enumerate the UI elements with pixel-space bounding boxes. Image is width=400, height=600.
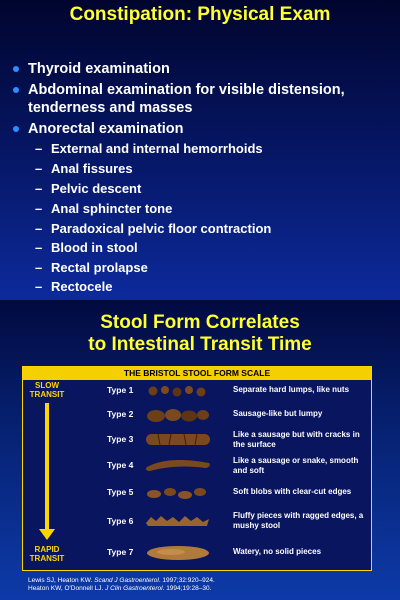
type-label: Type 7 xyxy=(107,547,134,557)
bullet-text: Abdominal examination for visible distension, tenderness and masses xyxy=(28,82,345,116)
dash-icon: – xyxy=(35,141,43,156)
stool-type-1-icon xyxy=(143,383,213,399)
dash-icon: – xyxy=(35,279,43,294)
subitem-text: Pelvic descent xyxy=(51,181,142,196)
stool-type-6-icon xyxy=(143,511,213,529)
dash-icon: – xyxy=(35,181,43,196)
bullet-text: Thyroid examination xyxy=(28,61,170,77)
type-description: Like a sausage or snake, smooth and soft xyxy=(233,456,359,475)
ref-journal: J Clin Gastroenterol xyxy=(105,585,163,592)
slide-stool-form xyxy=(0,300,400,600)
type-label: Type 3 xyxy=(107,434,134,444)
stool-type-3-icon xyxy=(143,430,213,448)
rapid-line-1: RAPID xyxy=(34,545,60,554)
type-description: Sausage-like but lumpy xyxy=(233,409,323,418)
bristol-scale-table xyxy=(22,366,372,571)
subitem-text: Anal fissures xyxy=(51,161,133,176)
references xyxy=(28,577,215,593)
type-description: Fluffy pieces with ragged edges, a mushy stool xyxy=(233,511,364,530)
type-description: Soft blobs with clear-cut edges xyxy=(233,487,352,496)
subitem-text: Anal sphincter tone xyxy=(51,201,173,216)
slide-title: Constipation: Physical Exam xyxy=(69,4,331,25)
type-description: Like a sausage but with cracks in the surface xyxy=(233,430,360,449)
title-line-1: Stool Form Correlates xyxy=(100,312,300,333)
stool-type-2-icon xyxy=(143,407,213,423)
bullet-text: Anorectal examination xyxy=(28,121,184,137)
type-description: Watery, no solid pieces xyxy=(233,547,322,556)
dash-icon: – xyxy=(35,161,43,176)
slow-line-2: TRANSIT xyxy=(29,390,65,399)
type-label: Type 6 xyxy=(107,516,134,526)
arrow-head-icon xyxy=(39,529,55,540)
stool-type-4-icon xyxy=(143,455,213,473)
ref-citation: . 1997;32:920–924. xyxy=(158,577,215,584)
rapid-transit-label xyxy=(23,545,71,563)
type-label: Type 2 xyxy=(107,409,134,419)
reference-2 xyxy=(28,585,215,593)
ref-authors: Lewis SJ, Heaton KW. xyxy=(28,577,95,584)
bullet-dot-icon xyxy=(13,66,19,72)
subitem-text: Rectocele xyxy=(51,279,113,294)
type-label: Type 4 xyxy=(107,460,134,470)
rapid-line-2: TRANSIT xyxy=(29,554,65,563)
subitem-text: Blood in stool xyxy=(51,240,138,255)
dash-icon: – xyxy=(35,201,43,216)
subitem-text: External and internal hemorrhoids xyxy=(51,141,263,156)
ref-authors: Heaton KW, O'Donnell LJ. xyxy=(28,585,106,592)
bullet-dot-icon xyxy=(13,87,19,93)
ref-journal: Scand J Gastroenterol xyxy=(94,577,159,584)
stool-type-5-icon xyxy=(143,485,213,501)
slow-line-1: SLOW xyxy=(35,381,59,390)
bristol-scale-header: THE BRISTOL STOOL FORM SCALE xyxy=(23,367,371,380)
dash-icon: – xyxy=(35,260,43,275)
type-label: Type 5 xyxy=(107,487,134,497)
title-line-2: to Intestinal Transit Time xyxy=(88,334,312,355)
slide-title xyxy=(0,312,400,356)
subitem-text: Rectal prolapse xyxy=(51,260,148,275)
type-description: Separate hard lumps, like nuts xyxy=(233,385,350,394)
slow-transit-label xyxy=(23,381,71,399)
subitem-text: Paradoxical pelvic floor contraction xyxy=(51,221,272,236)
type-label: Type 1 xyxy=(107,385,134,395)
stool-type-7-icon xyxy=(143,544,213,562)
bullet-dot-icon xyxy=(13,126,19,132)
dash-icon: – xyxy=(35,240,43,255)
transit-arrow-icon xyxy=(45,403,49,533)
dash-icon: – xyxy=(35,221,43,236)
reference-1 xyxy=(28,577,215,585)
ref-citation: . 1994;19:28–30. xyxy=(162,585,212,592)
